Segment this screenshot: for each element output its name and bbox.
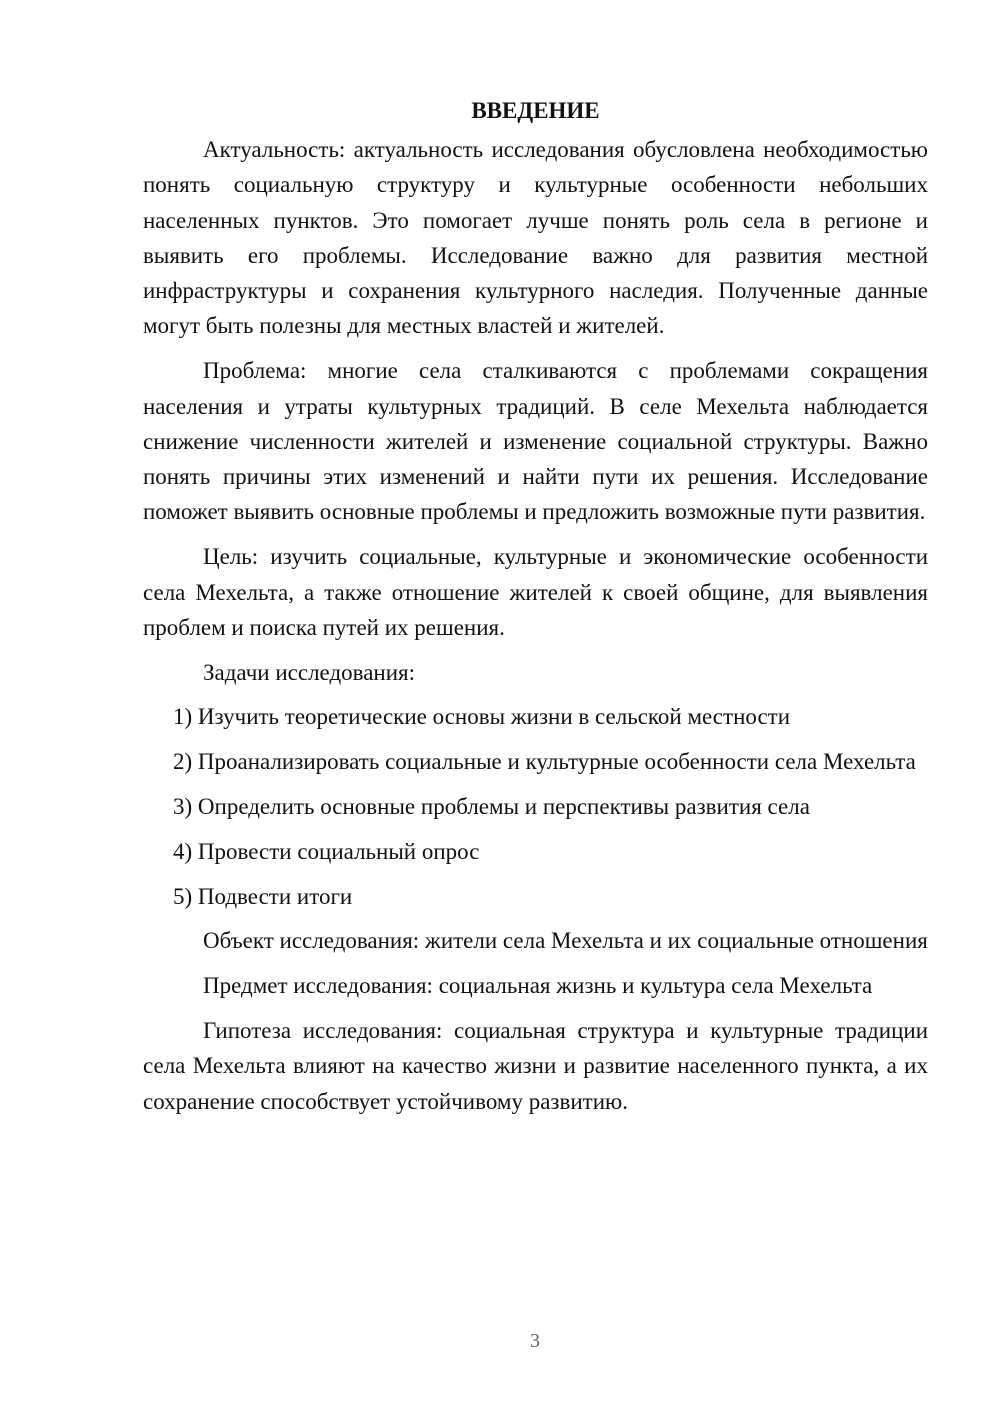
task-item: 1) Изучить теоретические основы жизни в сельской местности [173, 704, 791, 730]
section-title: ВВЕДЕНИЕ [471, 98, 600, 123]
goal-paragraph: Цель: изучить социальные, культурные и экономические особенности села Мехельта, а также отношение жителей к своей общине, для выявления проблем и поиска путей их решения. [143, 544, 928, 640]
task-item: 4) Провести социальный опрос [173, 838, 480, 864]
task-item: 2) Проанализировать социальные и культурные особенности села Мехельта [173, 749, 916, 775]
page-content [143, 93, 928, 1128]
relevance-paragraph: Актуальность: актуальность исследования обусловлена необходимостью понять социальную структуру и культурные особенности небольших населенных пунктов. Это помогает лучше понять роль села в регионе и выявить его проблемы. Исследование важно для развития местной инфраструктуры и сохранения культурного наследия. Полученные данные могут быть полезны для местных властей и жителей. [143, 137, 928, 339]
object-paragraph: Объект исследования: жители села Мехельта и их социальные отношения [203, 928, 928, 954]
subject-paragraph: Предмет исследования: социальная жизнь и культура села Мехельта [203, 973, 873, 999]
tasks-heading: Задачи исследования: [203, 659, 416, 685]
hypothesis-paragraph: Гипотеза исследования: социальная структура и культурные традиции села Мехельта влияют на качество жизни и развитие населенного пункта, а их сохранение способствует устойчивому развитию. [143, 1018, 928, 1114]
problem-paragraph: Проблема: многие села сталкиваются с проблемами сокращения населения и утраты культурных традиций. В селе Мехельта наблюдается снижение численности жителей и изменение социальной структуры. Важно понять причины этих изменений и найти пути их решения. Исследование поможет выявить основные проблемы и предложить возможные пути развития. [143, 358, 928, 525]
task-item: 5) Подвести итоги [173, 883, 353, 909]
task-item: 3) Определить основные проблемы и перспективы развития села [173, 794, 810, 820]
page-number: 3 [530, 1330, 540, 1352]
